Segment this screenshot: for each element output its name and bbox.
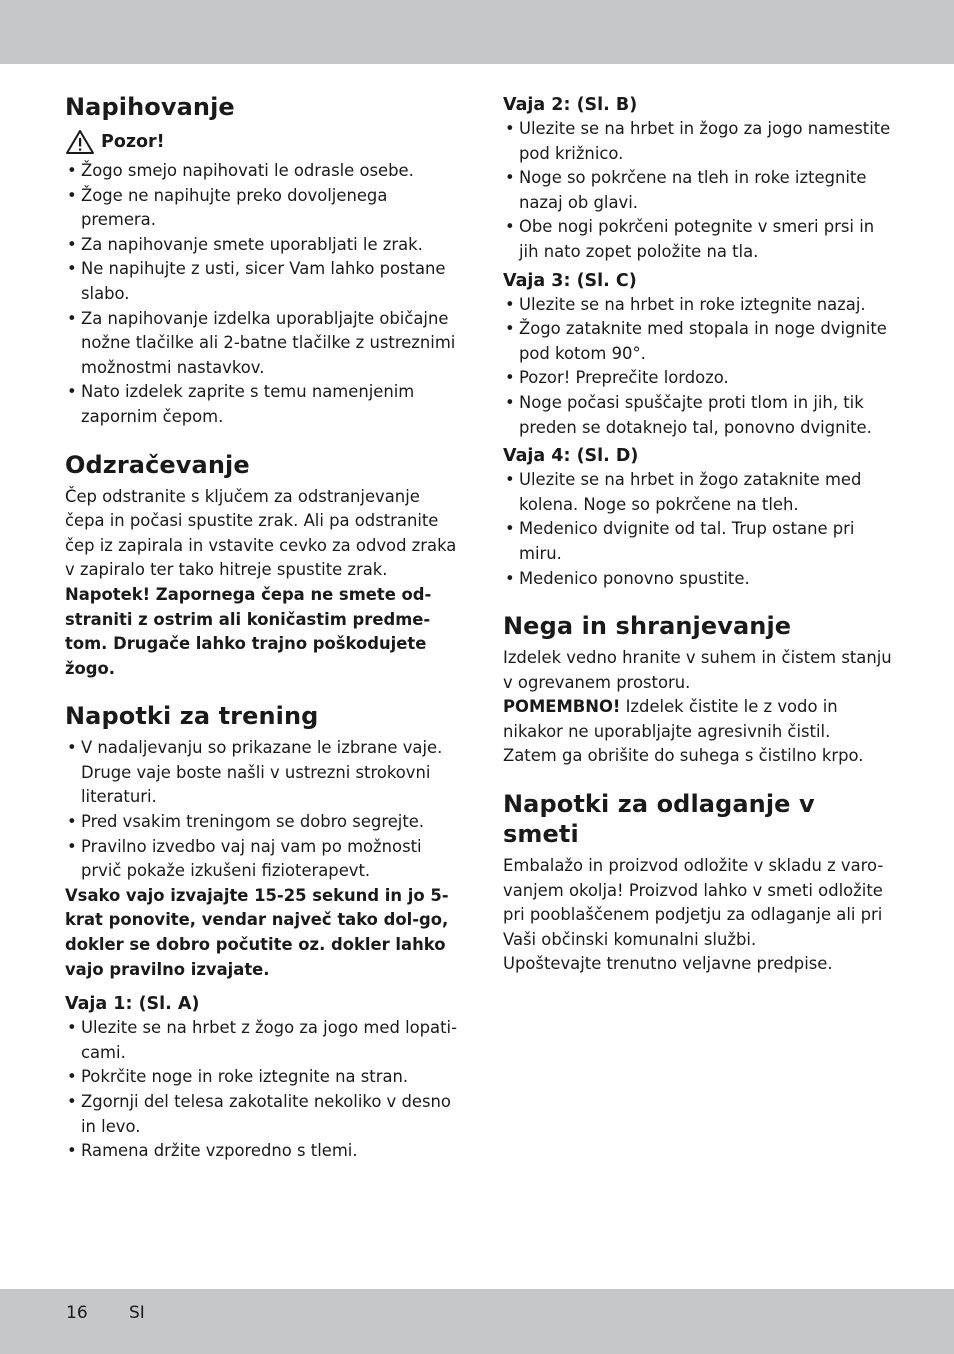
list-item: • Noge so pokrčene na tleh in roke iztegnite nazaj ob glavi. (505, 168, 867, 212)
warning-label: Pozor! (101, 132, 165, 152)
list-item: • Žoge ne napihujte preko dovoljenega premera. (67, 185, 388, 230)
list-item: • Pravilno izvedbo vaj naj vam po možnosti prvič pokaže izkušeni fizioterapevt. (67, 836, 422, 881)
care-title: Nega in shranjevanje (503, 612, 792, 641)
care-text-1: Izdelek vedno hranite v suhem in čistem stanju v ogrevanem prostoru. (503, 648, 892, 692)
list-item: • Ulezite se na hrbet in roke iztegnite nazaj. (505, 294, 866, 314)
language-code: SI (129, 1303, 145, 1323)
list-item: • Za napihovanje smete uporabljati le zrak. (67, 234, 423, 254)
disposal-text-2: Upoštevajte trenutno veljavne predpise. (503, 954, 833, 974)
inflation-title: Napihovanje (65, 93, 235, 121)
list-item: • Pokrčite noge in roke iztegnite na stran. (67, 1067, 409, 1087)
deflation-title: Odzračevanje (65, 450, 250, 479)
list-item: • Medenico dvignite od tal. Trup ostane pri miru. (505, 519, 855, 563)
list-item: • Za napihovanje izdelka uporabljajte običajne nožne tlačilke ali 2-batne tlačilke z ustreznimi možnostmi nastavkov. (67, 308, 456, 377)
page-number: 16 (66, 1303, 88, 1323)
inflation-list (65, 159, 457, 430)
exercise-3-title: Vaja 3: (Sl. C) (503, 270, 637, 291)
training-instruction: Vsako vajo izvajajte 15-25 sekund in jo 5-krat ponovite, vendar največ tako dol-go, dokler se dobro počutite oz. dokler lahko vajo pravilno izvajate. (65, 885, 449, 979)
exercise-4-title: Vaja 4: (Sl. D) (503, 446, 639, 467)
list-item: • Nato izdelek zaprite s temu namenjenim zapornim čepom. (67, 382, 415, 426)
care-text-3: Zatem ga obrišite do suhega s čistilno krpo. (503, 746, 864, 766)
list-item: • Pozor! Preprečite lordozo. (505, 368, 729, 388)
list-item: • Ulezite se na hrbet z žogo za jogo med lopati-cami. (67, 1018, 458, 1062)
list-item: • Noge počasi spuščajte proti tlom in jih, tik preden se dotaknejo tal, ponovno dvignite. (505, 392, 872, 437)
list-item: • Žogo smejo napihovati le odrasle osebe. (67, 161, 414, 180)
left-column (65, 92, 457, 1164)
list-item: • Ulezite se na hrbet in žogo za jogo namestite pod križnico. (505, 119, 891, 163)
exercise-4-list (503, 468, 895, 591)
exercise-2-title: Vaja 2: (Sl. B) (503, 95, 638, 115)
list-item: • Ulezite se na hrbet in žogo zataknite med kolena. Noge so pokrčene na tleh. (505, 470, 862, 514)
deflation-note: Napotek! Zapornega čepa ne smete od-straniti z ostrim ali koničastim predme-tom. Drugače lahko trajno poškodujete žogo. (65, 584, 432, 678)
list-item: • Pred vsakim treningom se dobro segrejte. (67, 812, 425, 832)
important-label: POMEMBNO! (503, 697, 621, 717)
list-item: • Zgornji del telesa zakotalite nekoliko v desno in levo. (67, 1092, 451, 1136)
list-item: • Ne napihujte z usti, sicer Vam lahko postane slabo. (67, 259, 446, 303)
list-item: • Žogo zataknite med stopala in noge dvignite pod kotom 90°. (505, 319, 887, 363)
list-item: • Medenico ponovno spustite. (505, 568, 750, 588)
training-list (65, 736, 457, 884)
warning-triangle-icon (65, 129, 95, 155)
care-text-2: POMEMBNO! Izdelek čistite le z vodo in nikakor ne uporabljajte agresivnih čistil. (503, 697, 838, 741)
exercise-1-title: Vaja 1: (Sl. A) (65, 994, 200, 1015)
header-bar (0, 0, 954, 64)
training-title: Napotki za trening (65, 702, 319, 731)
list-item: • Obe nogi pokrčeni potegnite v smeri prsi in jih nato zopet položite na tla. (505, 217, 875, 261)
right-column (503, 93, 895, 977)
list-item: • V nadaljevanju so prikazane le izbrane vaje. Druge vaje boste našli v ustrezni strokovni literaturi. (67, 738, 443, 807)
disposal-text-1: Embalažo in proizvod odložite v skladu z varo-vanjem okolja! Proizvod lahko v smeti odložite pri pooblaščenem podjetju za odlaganje ali pri Vaši občinski komunalni službi. (503, 856, 884, 949)
exercise-1-list (65, 1016, 457, 1164)
warning-row (65, 127, 457, 157)
list-item: • Ramena držite vzporedno s tlemi. (67, 1141, 358, 1161)
disposal-title: Napotki za odlaganje v smeti (503, 790, 815, 849)
exercise-2-list (503, 117, 895, 265)
deflation-text: Čep odstranite s ključem za odstranjevanje čepa in počasi spustite zrak. Ali pa odstranite čep iz zapirala in vstavite cevko za odvod zraka v zapiralo ter tako hitreje spustite zrak. (65, 486, 457, 580)
exercise-3-list (503, 293, 895, 441)
